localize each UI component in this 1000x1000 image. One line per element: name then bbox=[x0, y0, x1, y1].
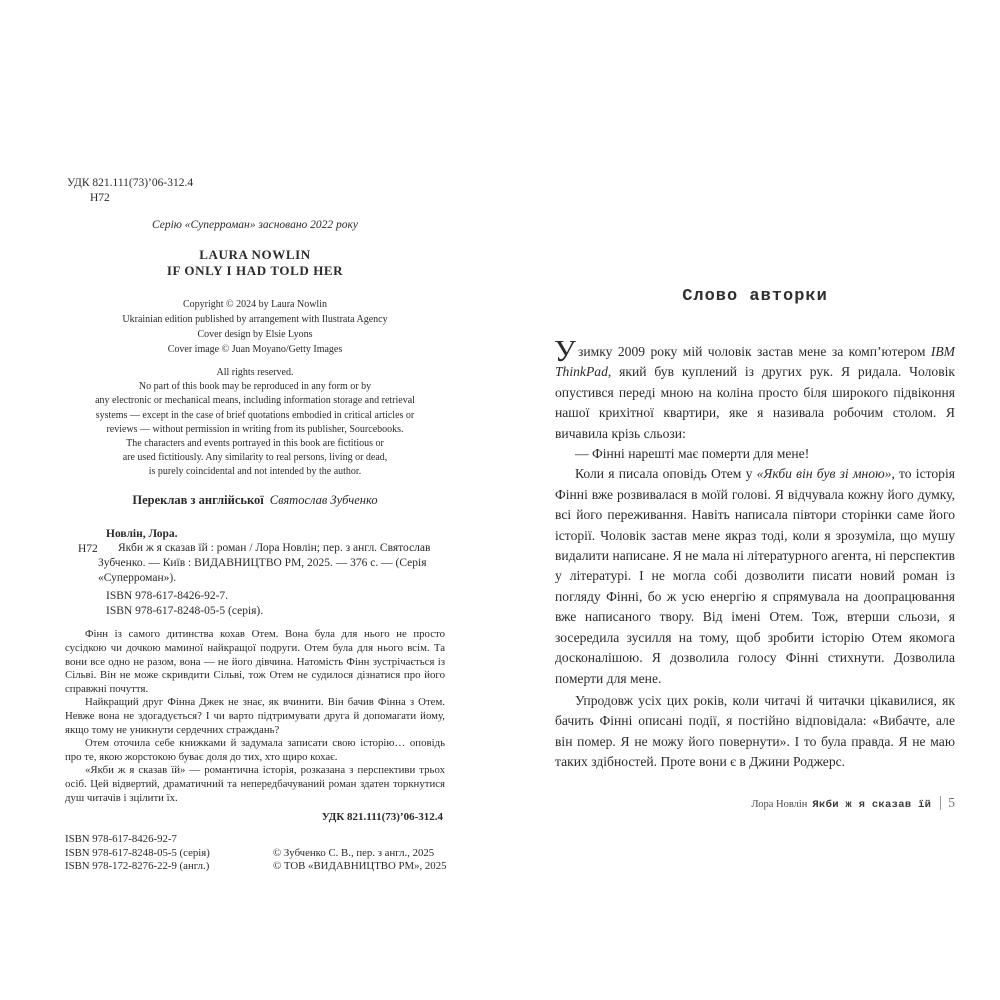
paragraph-text: Коли я писала оповідь Отем у «Якби він був зі мною», то історія Фінні вже розвивалася в моїй голові. Я відчувала кожну його думку, всі його переживання. Навіть написала півтори сторінки саме його історії. Чоловік застав мене якраз тоді, коли я зрозуміла, що мушу видалити написане. Я не мала ні літературного агента, ні перспектив у літературі. І не могла собі дозволити писати новий роман із погляду Фінні, бо ж усю енергію я спрямувала на доопрацювання вже написаного твору. Від імені Отем. Тож, втерши сльози, я зосередила зусилля на тому, щоб зробити історію Отем якомога досконалішою. Я дозволила голосу Фінні стихнути. Дозволила померти для мене. bbox=[555, 466, 955, 686]
page-number: 5 bbox=[948, 794, 955, 810]
running-footer bbox=[555, 795, 955, 811]
footer-book-title: Якби ж я сказав їй bbox=[812, 798, 932, 811]
original-book-title: IF ONLY I HAD TOLD HER bbox=[166, 263, 344, 278]
annotation-block bbox=[65, 628, 445, 805]
page-number-divider bbox=[940, 796, 941, 810]
catalog-isbn: ISBN 978-617-8248-05-5 (серія). bbox=[106, 604, 264, 617]
catalog-isbn-block bbox=[106, 589, 445, 619]
drop-cap: У bbox=[554, 333, 576, 368]
copyright-notice: © Зубченко С. В., пер. з англ., 2025 bbox=[273, 846, 435, 859]
catalog-card bbox=[78, 527, 445, 619]
body-paragraph bbox=[554, 333, 955, 444]
catalog-entry: Якби ж я сказав їй : роман / Лора Новлін; пер. з англ. Святослав Зубченко. — Київ : ВИДАВНИЦТВО РМ, 2025. — 376 с. — (Серія «Суперроман»). bbox=[98, 542, 431, 585]
rights-line: All rights reserved. bbox=[216, 367, 294, 378]
catalog-author-heading: Новлін, Лора. bbox=[106, 527, 178, 540]
udc-classification: УДК 821.111(73)’06-312.4 bbox=[67, 177, 194, 189]
paragraph-text: зимку 2009 року мій чоловік застав мене за комп’ютером IBM ThinkPad, який був куплений із других рук. Я ридала. Чоловік опустився переді мною на коліна просто біля широкого підвіконня нашої крихітної квартири, яке я називала робочим столом. Я вичавила крізь сльози: bbox=[555, 344, 955, 441]
publisher-copyright-column bbox=[273, 847, 447, 874]
translator-label: Переклав з англійської bbox=[132, 492, 264, 507]
author-sign-code: Н72 bbox=[90, 192, 110, 204]
copyright-notice: © ТОВ «ВИДАВНИЦТВО РМ», 2025 bbox=[273, 859, 447, 872]
isbn-line: ISBN 978-617-8248-05-5 (серія) bbox=[65, 846, 210, 859]
body-paragraph bbox=[555, 464, 955, 688]
original-author-name: LAURA NOWLIN bbox=[199, 247, 311, 262]
catalog-isbn: ISBN 978-617-8426-92-7. bbox=[106, 589, 229, 602]
annotation-paragraph: Фінн із самого дитинства кохав Отем. Вона була для нього не просто сусідкою чи дочкою маминої найкращої подруги. Отем була для нього всім. Та вони все одно не разом, вона — не його дівчина. Натомість Фінн зустрічається із Сільві. Він не може скривдити Сільві, тож Отем не судилося дізнатися про його справжні почуття. bbox=[65, 628, 445, 695]
rights-line: No part of this book may be reproduced in any form or by bbox=[138, 381, 372, 393]
annotation-paragraph: Отем оточила себе книжками й задумала записати свою історію… оповідь про те, якою жорстокою буває доля до тих, хто щиро кохає. bbox=[65, 737, 445, 763]
copyright-line: Cover image © Juan Moyano/Getty Images bbox=[167, 344, 343, 355]
copyright-block bbox=[65, 297, 445, 357]
rights-line: is purely coincidental and not intended by the author. bbox=[148, 466, 362, 478]
rights-line: reviews — without permission in writing from its publisher, Sourcebooks. bbox=[106, 423, 404, 435]
rights-line: are used fictitiously. Any similarity to real persons, living or dead, bbox=[122, 452, 388, 464]
chapter-page bbox=[555, 287, 955, 811]
imprint-page bbox=[65, 176, 445, 873]
footer-author: Лора Новлін bbox=[751, 798, 808, 810]
isbn-copyright-footer bbox=[65, 833, 445, 873]
rights-line: systems — except in the case of brief quotations embodied in critical articles or bbox=[95, 409, 415, 421]
series-note: Серію «Суперроман» засновано 2022 року bbox=[151, 219, 359, 231]
rights-line: The characters and events portrayed in this book are fictitious or bbox=[126, 438, 384, 450]
copyright-line: Ukrainian edition published by arrangement with Ilustrata Agency bbox=[122, 314, 388, 325]
isbn-line: ISBN 978-617-8426-92-7 bbox=[65, 833, 177, 846]
copyright-line: Copyright © 2024 by Laura Nowlin bbox=[183, 299, 327, 310]
annotation-paragraph: «Якби ж я сказав їй» — романтична історія, розказана з перспективи трьох осіб. Цей відвертий, драматичний та непередбачуваний роман здатен торкнутися душ читачів і зцілити їх. bbox=[65, 764, 445, 804]
dialog-line: — Фінні нарешті має померти для мене! bbox=[575, 446, 810, 462]
translator-name: Святослав Зубченко bbox=[269, 492, 378, 507]
chapter-body bbox=[554, 333, 955, 773]
isbn-line: ISBN 978-172-8276-22-9 (англ.) bbox=[65, 859, 210, 872]
udc-classification-bottom: УДК 821.111(73)’06-312.4 bbox=[321, 811, 443, 824]
catalog-code: Н72 bbox=[78, 542, 98, 555]
copyright-line: Cover design by Elsie Lyons bbox=[197, 329, 313, 340]
annotation-paragraph: Найкращий друг Фінна Джек не знає, як вчинити. Він бачив Фінна з Отем. Невже вона не здогадується? І чи варто підтримувати друга й допомагати йому, якщо тому не уникнути сердечних страждань? bbox=[65, 696, 445, 736]
body-paragraph: Упродовж усіх цих років, коли читачі й читачки цікавилися, як бачить Фінні описані події, я постійно відповідала: «Вибачте, але він помер. Я не можу його повернути». І то була правда. Я не маю таких здібностей. Проте вони є в Джини Роджерс. bbox=[555, 692, 955, 770]
original-title bbox=[65, 247, 445, 279]
rights-line: any electronic or mechanical means, including information storage and retrieval bbox=[95, 395, 415, 407]
chapter-title: Слово авторки bbox=[682, 287, 828, 306]
rights-reserved-block bbox=[65, 366, 445, 480]
translator-credit bbox=[65, 493, 445, 507]
